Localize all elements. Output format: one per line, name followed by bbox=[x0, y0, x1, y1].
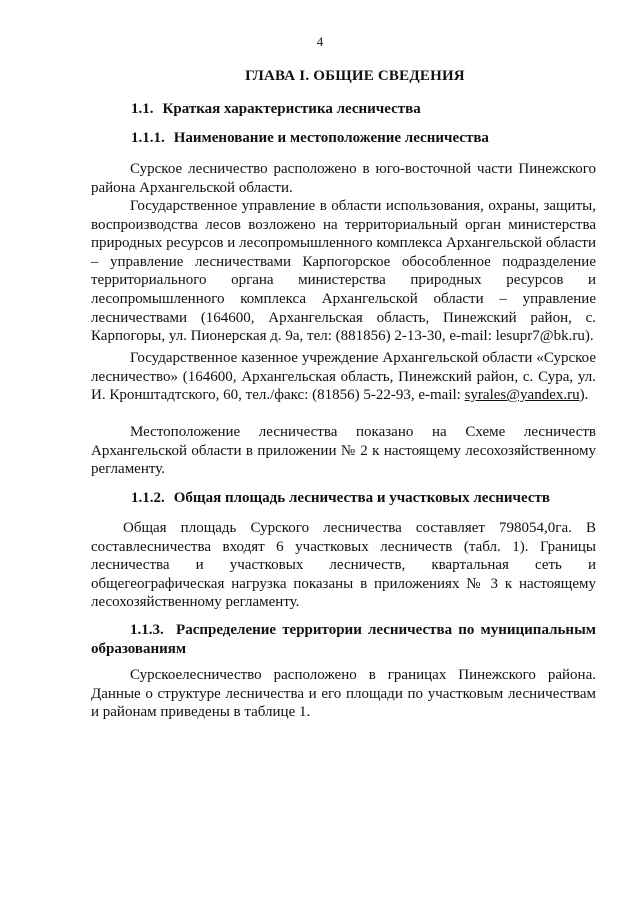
paragraph-management: Государственное управление в области использования, охраны, защиты, воспроизводства лесов возложено на территориальный орган министерства природных ресурсов и лесопромышленного комплекса Архангельской области – управление лесничествами Карпогорское обособленное подразделение территориального органа министерства природных ресурсов и лесопромышленного комплекса Архангельской области – управление лесничествами (164600, Архангельская область, Пинежский район, с. Карпогоры, ул. Пионерская д. 9а, тел: (881856) 2-13-30, e-mail: lesupr7@bk.ru). bbox=[91, 198, 596, 345]
paragraph-institution bbox=[91, 349, 596, 405]
section-heading-1-1-3 bbox=[91, 621, 596, 658]
section-number: 1.1. bbox=[131, 101, 154, 117]
section-number: 1.1.3. bbox=[130, 622, 164, 638]
paragraph-location: Сурское лесничество расположено в юго-восточной части Пинежского района Архангельской области. bbox=[91, 161, 596, 196]
page-number: 4 bbox=[316, 34, 324, 49]
section-heading-1-1-1 bbox=[131, 130, 489, 147]
paragraph-territory: Сурскоелесничество расположено в границах Пинежского района. Данные о структуре лесничества и его площади по участковым лесничествам и районам приведены в таблице 1. bbox=[91, 667, 596, 721]
section-heading-1-1 bbox=[131, 101, 421, 118]
institution-text: Государственное казенное учреждение Архангельской области «Сурское лесничество» (164600, Архангельская область, Пинежский район, с. Сура, ул. И. Кронштадтского, 60, тел./факс: (81856) 5-22-93, e-mail: bbox=[91, 350, 596, 404]
section-number: 1.1.2. bbox=[131, 490, 165, 506]
paragraph-scheme: Местоположение лесничества показано на Схеме лесничеств Архангельской области в приложении № 2 к настоящему лесохозяйственному регламенту. bbox=[91, 424, 596, 478]
section-title: Краткая характеристика лесничества bbox=[162, 101, 421, 117]
section-title: Наименование и местоположение лесничества bbox=[173, 130, 489, 146]
chapter-title: ГЛАВА I. ОБЩИЕ СВЕДЕНИЯ bbox=[245, 68, 465, 84]
institution-text-end: ). bbox=[579, 387, 589, 404]
section-title: Общая площадь лесничества и участковых лесничеств bbox=[173, 490, 550, 506]
paragraph-area: Общая площадь Сурского лесничества составляет 798054,0га. В составлесничества входят 6 участковых лесничеств (табл. 1). Границы лесничества и участковых лесничеств, квартальная сеть и общегеографическая нагрузка показаны в приложениях № 3 к настоящему лесохозяйственному регламенту. bbox=[91, 520, 596, 611]
section-number: 1.1.1. bbox=[131, 130, 165, 146]
email-link[interactable]: syrales@yandex.ru bbox=[464, 387, 580, 404]
section-heading-1-1-2 bbox=[131, 490, 550, 507]
section-title: Распределение территории лесничества по муниципальным образованиям bbox=[91, 622, 597, 657]
